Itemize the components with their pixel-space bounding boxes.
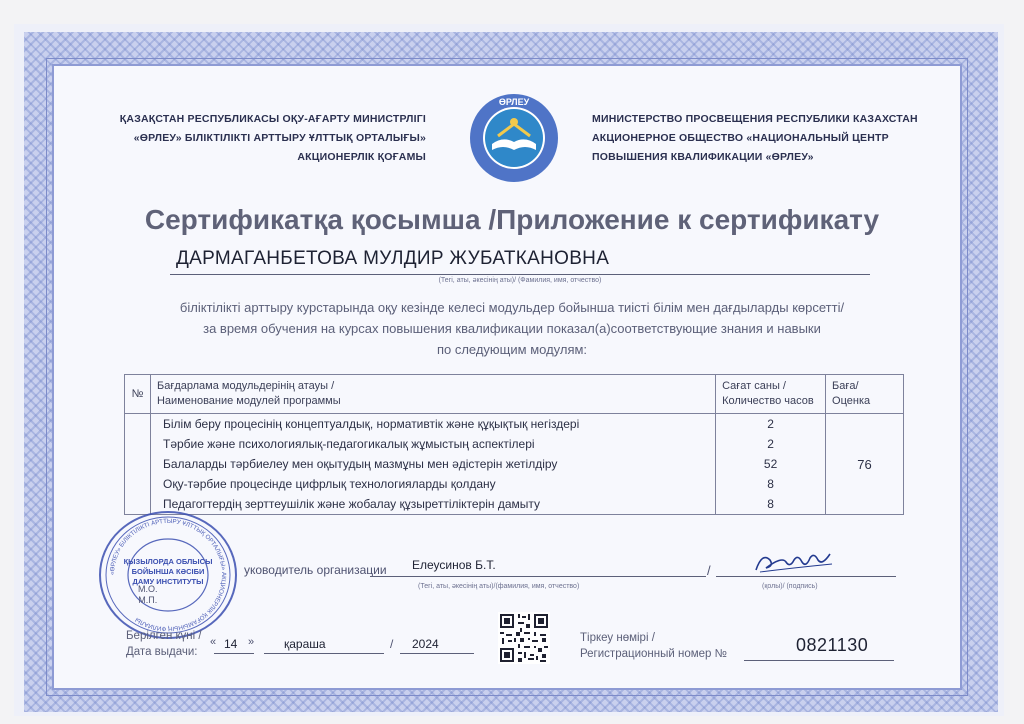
handwritten-signature [752, 546, 836, 578]
date-slash: / [390, 637, 394, 651]
col-header-num: № [125, 375, 151, 414]
module-hours: 2 [716, 414, 826, 435]
seal-ring-text: «ӨРЛЕУ» БІЛІКТІЛІКТІ АРТТЫРУ ҰЛТТЫҚ ОРТАЛЫҒЫ» АКЦИОНЕРЛІК ҚОҒАМЫНЫҢ ФИЛИАЛЫ [108, 517, 228, 633]
col-header-grade-kz: Баға/ [832, 380, 859, 392]
registration-label [580, 630, 727, 662]
recipient-name-underline [170, 274, 870, 275]
recipient-name: ДАРМАГАНБЕТОВА МУЛДИР ЖУБАТКАНОВНА [176, 248, 610, 269]
stamp-place-kz: М.О. [138, 584, 158, 594]
signatory-name-line [370, 576, 706, 577]
header-left-line-1: ҚАЗАҚСТАН РЕСПУБЛИКАСЫ ОҚУ-АҒАРТУ МИНИСТРЛІГІ [119, 113, 426, 125]
registration-number-line [744, 660, 894, 661]
lead-text-modules: по следующим модулям: [436, 342, 588, 357]
table-row [125, 414, 904, 435]
issue-date-label [126, 628, 202, 660]
registration-number: 0821130 [796, 635, 869, 655]
module-hours: 8 [716, 494, 826, 515]
module-name: Педагогтердің зерттеушілік және жобалау құзыреттіліктерін дамыту [150, 494, 715, 515]
issue-date-label-ru: Дата выдачи: [126, 646, 198, 658]
module-hours: 2 [716, 434, 826, 454]
issue-day: 14 [224, 637, 238, 651]
official-seal [96, 508, 240, 642]
recipient-name-caption: (Тегі, аты, әкесінің аты)/ (Фамилия, имя, отчество) [438, 277, 602, 284]
col-header-module-kz: Бағдарлама модульдерінің атауы / [156, 380, 335, 392]
seal-center-line-2: БОЙЫНША КӘСІБИ [131, 567, 205, 576]
module-name: Білім беру процесінің концептуалдық, нормативтік және құқықтық негіздері [150, 414, 715, 435]
stamp-place [138, 584, 158, 606]
header-right-line-1: МИНИСТЕРСТВО ПРОСВЕЩЕНИЯ РЕСПУБЛИКИ КАЗАХСТАН [592, 113, 918, 125]
module-name: Оқу-тәрбие процесінде цифрлық технологияларды қолдану [150, 474, 715, 494]
module-name: Тәрбие және психологиялық-педагогикалық жұмыстың аспектілері [150, 434, 715, 454]
table-row [125, 454, 904, 474]
seal-center-line-3: ДАМУ ИНСТИТУТЫ [132, 577, 204, 586]
logo-text: ӨРЛЕУ [498, 97, 530, 107]
module-hours: 52 [716, 454, 826, 474]
issue-day-line [214, 653, 254, 654]
table-row [125, 434, 904, 454]
header-right-line-2: АКЦИОНЕРНОЕ ОБЩЕСТВО «НАЦИОНАЛЬНЫЙ ЦЕНТР [592, 132, 889, 144]
stamp-place-ru: М.П. [138, 595, 158, 605]
issue-year: 2024 [412, 637, 439, 651]
modules-table [124, 374, 904, 515]
signatory-name: Елеусинов Б.Т. [412, 558, 496, 572]
issue-date-label-kz: Берілген күні / [126, 630, 202, 642]
issue-month-line [264, 653, 384, 654]
module-grade: 76 [826, 414, 904, 515]
seal-center-line-1: ҚЫЗЫЛОРДА ОБЛЫСЫ [123, 557, 213, 566]
signatory-name-caption: (Тегі, аты, әкесінің аты)/(фамилия, имя, отчество) [418, 583, 580, 590]
col-header-hours-ru: Количество часов [722, 395, 814, 407]
slash-separator: / [707, 563, 711, 578]
lead-text-kz: біліктілікті арттыру курстарында оқу кезінде келесі модульдер бойынша тиісті білім мен дағдыларды көрсетті/ [179, 300, 845, 315]
table-header-row [125, 375, 904, 414]
col-header-grade [826, 375, 904, 414]
signature-label: уководитель организации [244, 563, 387, 577]
quote-open: « [210, 636, 217, 648]
orleu-logo [468, 92, 560, 184]
quote-close: » [248, 636, 255, 648]
signature-caption: (қолы)/ (подпись) [762, 583, 818, 590]
table-row [125, 494, 904, 515]
header-right-line-3: ПОВЫШЕНИЯ КВАЛИФИКАЦИИ «ӨРЛЕУ» [592, 151, 814, 163]
header-right [592, 110, 922, 167]
qr-code [498, 612, 550, 664]
header-left [118, 110, 426, 167]
col-header-hours [716, 375, 826, 414]
table-row [125, 474, 904, 494]
header-left-line-3: АКЦИОНЕРЛІК ҚОҒАМЫ [297, 151, 426, 163]
header-left-line-2: «ӨРЛЕУ» БІЛІКТІЛІКТІ АРТТЫРУ ҰЛТТЫҚ ОРТАЛЫҒЫ» [133, 132, 426, 144]
col-header-module [150, 375, 715, 414]
registration-label-ru: Регистрационный номер № [580, 648, 727, 660]
module-hours: 8 [716, 474, 826, 494]
col-header-grade-ru: Оценка [832, 395, 871, 407]
col-header-module-ru: Наименование модулей программы [156, 395, 341, 407]
document-title: Сертификатқа қосымша /Приложение к сертификату [144, 204, 880, 235]
module-name: Балаларды тәрбиелеу мен оқытудың мазмұны мен әдістерін жетілдіру [150, 454, 715, 474]
col-header-hours-kz: Сағат саны / [722, 380, 786, 392]
lead-text-ru: за время обучения на курсах повышения квалификации показал(а)соответствующие знания и навыки [203, 321, 821, 336]
issue-month: қараша [284, 637, 326, 651]
registration-label-kz: Тіркеу нөмірі / [580, 632, 655, 644]
issue-year-line [400, 653, 474, 654]
